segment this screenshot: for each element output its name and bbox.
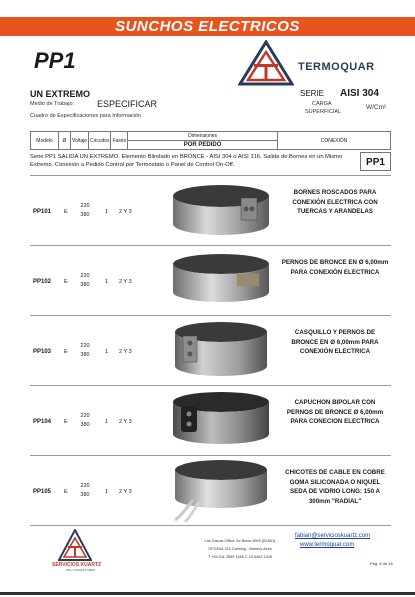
serie-value: AISI 304 [340, 88, 379, 99]
col-circuitos: Circuitos [89, 132, 111, 150]
voltage-2: 380 [80, 282, 90, 288]
superficial-label: SUPERFICIAL [305, 109, 342, 115]
product-model: PP105 [33, 489, 52, 495]
product-connection: BORNES ROSCADOS PARA CONEXIÓN ELECTRICA CON TUERCAS Y ARANDELAS [292, 189, 378, 215]
product-phases: 2 Y 3 [119, 349, 132, 355]
product-voltage [78, 482, 92, 500]
product-model: PP104 [33, 419, 52, 425]
product-phases: 2 Y 3 [119, 489, 132, 495]
product-connection: CHICOTES DE CABLE EN COBRE GOMA SILICONADA O NIQUEL SEDA DE VIDRIO LONG: 150 A 300mm "RADIAL" [285, 469, 385, 505]
page-banner: SUNCHOS ELECTRICOS [0, 17, 415, 36]
footer-company-sub: SRL CONSULTORES [66, 568, 96, 572]
series-description: Serie PP1 SALIDA UN EXTREMO. Elemento Blindado en BRONCE - AISI 304 o AISI 316. Salida de Bornes en un Mismo Extremo. Conexión a Pedido Control por Termostato o Panel de Control On-Off. [30, 154, 343, 168]
product-model: PP101 [33, 209, 52, 215]
footer-email-link[interactable]: fabian@servicioskuartz.com [295, 533, 371, 539]
bottom-rule [0, 592, 415, 595]
product-model: PP103 [33, 349, 52, 355]
cuadro-label: Cuadro de Especificaciones para Información [30, 113, 141, 119]
series-title: UN EXTREMO [30, 89, 91, 99]
band-heater-image [163, 386, 279, 454]
address-line-2: OFICINA 310 Canning - Buenos Aires [208, 547, 272, 551]
col-fases: Fases [111, 132, 128, 150]
product-e: E [64, 349, 68, 355]
product-connection: PERNOS DE BRONCE EN Ø 6,00mm PARA CONEXIÓN ELECTRICA [281, 259, 389, 276]
band-heater-image [163, 246, 279, 314]
product-voltage [78, 412, 92, 430]
voltage-2: 380 [80, 212, 90, 218]
product-e: E [64, 419, 68, 425]
por-pedido: POR PEDIDO [128, 141, 278, 150]
termoquar-logo-icon [238, 40, 294, 86]
product-voltage [78, 202, 92, 220]
unit-label: W/Cm² [366, 104, 387, 111]
serie-label: SERIE [300, 89, 325, 98]
product-connection: CAPUCHON BIPOLAR CON PERNOS DE BRONCE Ø 6,00mm PARA CONECION ELECTRICA [286, 399, 384, 425]
band-heater-image [163, 316, 279, 384]
page-number: Pag. 4 de 15 [370, 561, 393, 566]
footer-web-link[interactable]: www.termoquar.com [300, 542, 355, 548]
product-e: E [64, 489, 68, 495]
product-row [30, 176, 391, 246]
col-diam: Ø [59, 132, 71, 150]
voltage-1: 220 [80, 483, 90, 489]
product-model: PP102 [33, 279, 52, 285]
product-row [30, 316, 391, 386]
product-circuits: 1 [105, 279, 109, 285]
col-conexion: CONEXIÓN [278, 132, 391, 150]
product-e: E [64, 209, 68, 215]
voltage-1: 220 [80, 203, 90, 209]
spec-table-header [30, 131, 391, 150]
medio-label: Medio de Trabajo: [30, 101, 75, 107]
carga-label: CARGA [312, 101, 332, 107]
col-modelo: Modelo [31, 132, 59, 150]
description-tag: PP1 [360, 152, 391, 171]
band-heater-image [163, 456, 279, 524]
voltage-1: 220 [80, 273, 90, 279]
voltage-1: 220 [80, 413, 90, 419]
product-phases: 2 Y 3 [119, 419, 132, 425]
medio-value: ESPECIFICAR [97, 99, 158, 109]
product-phases: 2 Y 3 [119, 279, 132, 285]
servicios-kuartz-logo-icon [58, 529, 92, 561]
product-voltage [78, 342, 92, 360]
product-circuits: 1 [105, 489, 109, 495]
voltage-2: 380 [80, 422, 90, 428]
voltage-2: 380 [80, 352, 90, 358]
product-phases: 2 Y 3 [119, 209, 132, 215]
product-voltage [78, 272, 92, 290]
voltage-2: 380 [80, 492, 90, 498]
brand-name: TERMOQUAR [298, 61, 375, 73]
voltage-1: 220 [80, 343, 90, 349]
address-line-1: Las Toscas Office: Av Bione 8909 (B1801) [204, 539, 276, 543]
footer-company: SERVICIOS KUARTZ [52, 562, 102, 568]
footer-address [180, 537, 300, 561]
band-heater-image [163, 176, 279, 244]
product-row [30, 386, 391, 456]
product-circuits: 1 [105, 349, 109, 355]
product-connection: CASQUILLO Y PERNOS DE BRONCE EN Ø 6,00mm PARA CONEXIÓN ELECTRICA [291, 329, 379, 355]
product-row [30, 246, 391, 316]
product-row [30, 456, 391, 526]
col-voltaje: Voltaje [71, 132, 89, 150]
product-circuits: 1 [105, 419, 109, 425]
col-dimensiones: Dimensiones [128, 132, 278, 141]
address-line-3: T +54 011 2659 1456 C 15 5462 1349 [208, 555, 272, 559]
product-circuits: 1 [105, 209, 109, 215]
product-code: PP1 [34, 48, 76, 73]
product-e: E [64, 279, 68, 285]
